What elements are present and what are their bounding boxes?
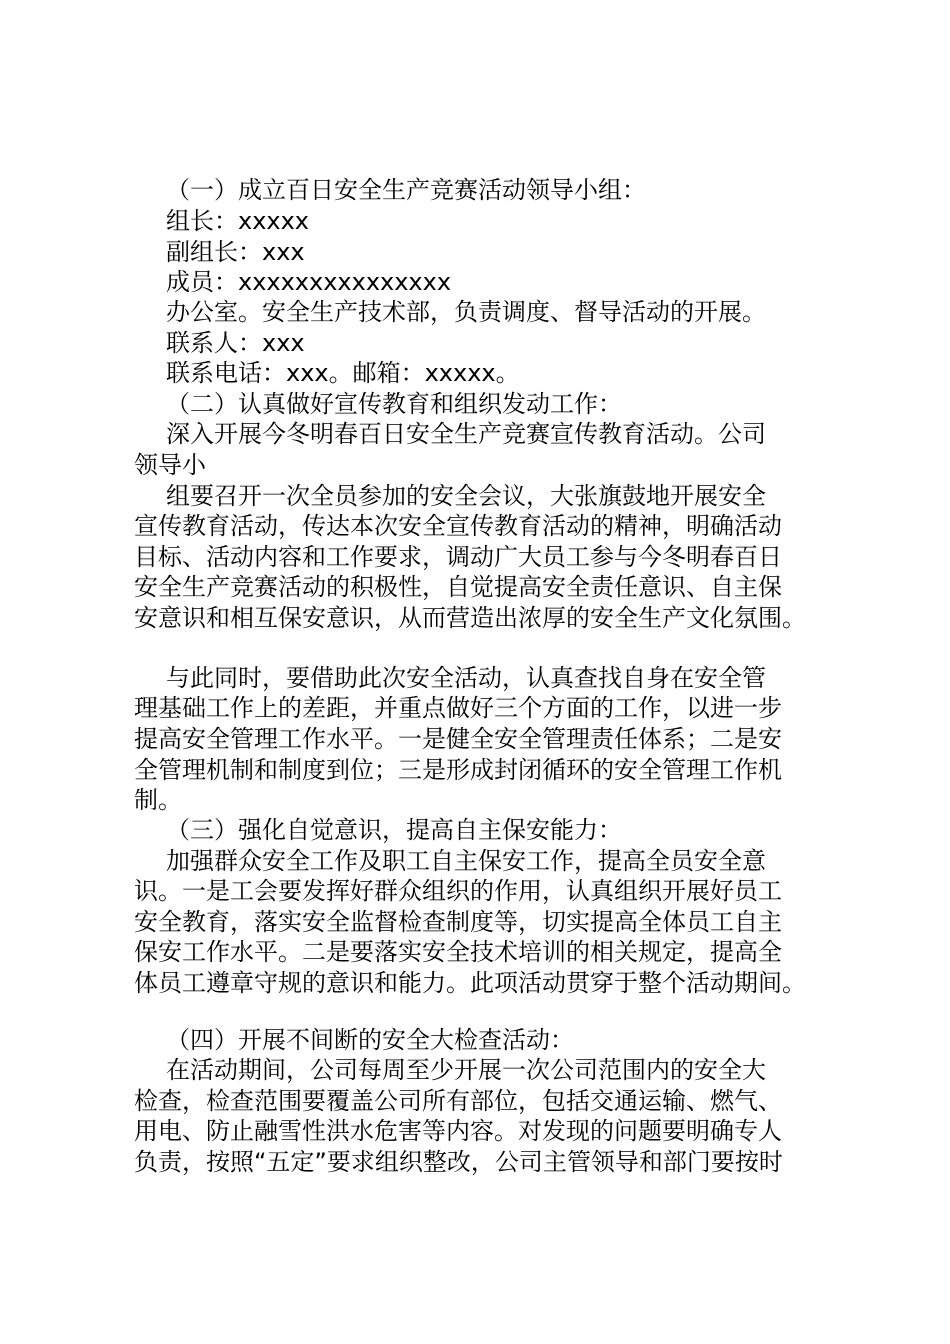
paragraph-line: 检查，检查范围要覆盖公司所有部位，包括交通运输、燃气、 bbox=[134, 1087, 782, 1115]
paragraph-line: 全管理机制和制度到位；三是形成封闭循环的安全管理工作机 bbox=[134, 756, 782, 784]
paragraph-line: 保安工作水平。二是要落实安全技术培训的相关规定，提高全 bbox=[134, 938, 782, 966]
paragraph-line: 领导小 bbox=[134, 451, 206, 479]
paragraph-line: 与此同时，要借助此次安全活动，认真查找自身在安全管 bbox=[166, 664, 766, 692]
paragraph-line: 制。 bbox=[134, 786, 182, 814]
contact-person-line: 联系人：xxx bbox=[166, 329, 305, 357]
section-2-heading: （二）认真做好宣传教育和组织发动工作： bbox=[166, 390, 622, 418]
paragraph-line: 在活动期间，公司每周至少开展一次公司范围内的安全大 bbox=[166, 1056, 766, 1084]
paragraph-line: 组要召开一次全员参加的安全会议，大张旗鼓地开展安全 bbox=[166, 482, 766, 510]
paragraph-line: 提高安全管理工作水平。一是健全安全管理责任体系；二是安 bbox=[134, 725, 782, 753]
deputy-leader-line: 副组长：xxx bbox=[166, 238, 305, 266]
paragraph-line: 理基础工作上的差距，并重点做好三个方面的工作，以进一步 bbox=[134, 694, 782, 722]
section-4-heading: （四）开展不间断的安全大检查活动： bbox=[166, 1026, 574, 1054]
paragraph-line: 体员工遵章守规的意识和能力。此项活动贯穿于整个活动期间。 bbox=[134, 969, 806, 997]
paragraph-line: 识。一是工会要发挥好群众组织的作用，认真组织开展好员工 bbox=[134, 877, 782, 905]
paragraph-line: 负责，按照“五定”要求组织整改，公司主管领导和部门要按时 bbox=[134, 1148, 783, 1176]
section-1-heading: （一）成立百日安全生产竞赛活动领导小组： bbox=[166, 176, 646, 204]
contact-phone-line: 联系电话：xxx。邮箱：xxxxx。 bbox=[166, 359, 520, 387]
paragraph-line: 安意识和相互保安意识，从而营造出浓厚的安全生产文化氛围。 bbox=[134, 604, 806, 632]
members-line: 成员：xxxxxxxxxxxxxxx bbox=[166, 268, 452, 296]
section-3-heading: （三）强化自觉意识，提高自主保安能力： bbox=[166, 816, 622, 844]
group-leader-line: 组长：xxxxx bbox=[166, 207, 310, 235]
paragraph-line: 宣传教育活动，传达本次安全宣传教育活动的精神，明确活动 bbox=[134, 512, 782, 540]
paragraph-line: 安全教育，落实安全监督检查制度等，切实提高全体员工自主 bbox=[134, 908, 782, 936]
paragraph-line: 安全生产竞赛活动的积极性，自觉提高安全责任意识、自主保 bbox=[134, 573, 782, 601]
office-line: 办公室。安全生产技术部，负责调度、督导活动的开展。 bbox=[166, 298, 766, 326]
paragraph-line: 深入开展今冬明春百日安全生产竞赛宣传教育活动。公司 bbox=[166, 420, 766, 448]
paragraph-line: 加强群众安全工作及职工自主保安工作，提高全员安全意 bbox=[166, 847, 766, 875]
paragraph-line: 目标、活动内容和工作要求，调动广大员工参与今冬明春百日 bbox=[134, 543, 782, 571]
paragraph-line: 用电、防止融雪性洪水危害等内容。对发现的问题要明确专人 bbox=[134, 1117, 782, 1145]
